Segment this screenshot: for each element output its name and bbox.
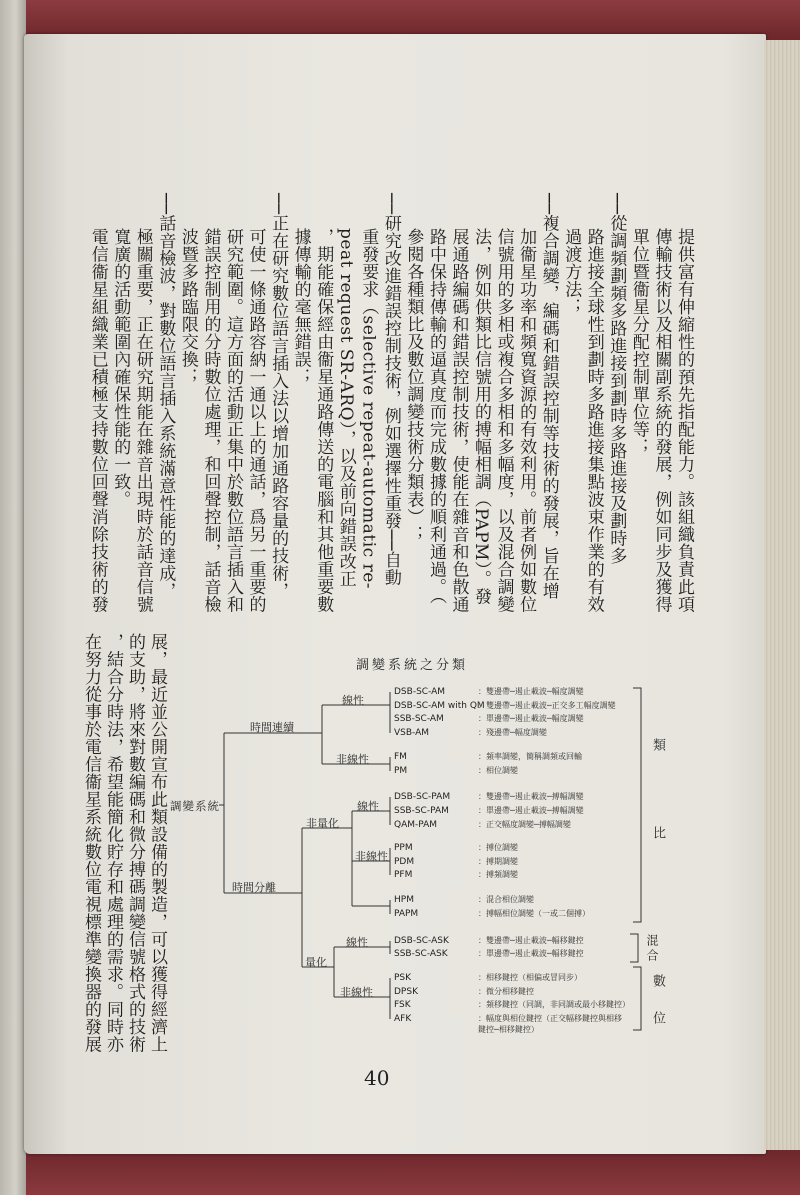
- modulation-description: ：殘邊帶─幅度調變: [478, 728, 547, 737]
- modulation-description: ：單邊帶─遏止載波─幅移鍵控: [478, 949, 584, 958]
- modulation-code: DPSK: [394, 987, 418, 997]
- modulation-description: ：搏幅相位調變（一或二個搏）: [478, 909, 590, 918]
- modulation-description: ：單邊帶─遏止載波─搏幅調變: [478, 806, 584, 815]
- continuous-time-label: 時間連續: [250, 721, 294, 734]
- text-column: ，結合分時法，希望能簡化貯存和處理的需求。同時亦: [103, 633, 123, 1053]
- text-column: 錯誤控制用的分時數位處理，和回聲控制，話音檢: [200, 228, 221, 613]
- text-column: 據傳輸的毫無錯誤；: [290, 228, 311, 386]
- modulation-description: ：頻率調變，簡稱調頻或回輸: [478, 752, 582, 761]
- text-column: 信號用的多相或複合多相和多幅度，以及混合調變: [493, 228, 514, 613]
- modulation-code: FM: [394, 752, 407, 762]
- modulation-code: PSK: [394, 973, 412, 983]
- modulation-code: DSB-SC-AM with QM: [394, 701, 485, 711]
- modulation-description: ：搏位調變: [478, 843, 518, 852]
- modulation-code: FSK: [394, 1000, 411, 1010]
- modulation-code: DSB-SC-ASK: [394, 936, 449, 946]
- modulation-description: ：相移鍵控（相偏或冒同步）: [478, 973, 582, 982]
- discrete-time-label: 時間分離: [232, 881, 276, 894]
- modulation-description: ：單邊帶─遏止載波─幅度調變: [478, 714, 584, 723]
- continuous-linear-label: 線性: [342, 694, 364, 707]
- digital-group-bracket: [633, 967, 641, 1030]
- modulation-description: ：搏頻調變: [478, 870, 518, 879]
- modulation-description: ：頻移鍵控（同調，非同調或最小移鍵控）: [478, 1000, 630, 1009]
- modulation-description: ：混合相位調變: [478, 895, 534, 904]
- quantized-nonlinear-label: 非線性: [340, 986, 373, 999]
- text-column: ，期能確保經由衞星通路傳送的電腦和其他重要數: [313, 228, 334, 613]
- modulation-code: SSB-SC-PAM: [394, 806, 449, 816]
- text-column: 展通路編碼和錯誤控制技術，使能在雜音和色散通: [448, 228, 469, 613]
- text-column: ──話音檢波，對數位語言插入系統滿意性能的達成，: [155, 193, 176, 600]
- text-column: 單位暨衞星分配控制單位等；: [628, 228, 649, 456]
- modulation-code: PFM: [394, 870, 413, 880]
- text-column: 參閱各種類比及數位調變技術分類表）；: [403, 228, 424, 543]
- text-column: peat request SR-ARQ），以及前向錯誤改正: [335, 228, 356, 588]
- modulation-code: PPM: [394, 843, 413, 853]
- hybrid-group-label: 混合: [645, 934, 659, 964]
- analog-group-label: 類比: [650, 738, 665, 914]
- text-column: 重發要求（selective repeat-automatic re-: [358, 228, 379, 590]
- continuous-nonlinear-label: 非線性: [336, 753, 369, 766]
- quantized-label: 量化: [305, 956, 327, 969]
- modulation-description: ：雙邊帶─遏止載波─幅度調變: [478, 687, 584, 696]
- modulation-code: SSB-SC-ASK: [394, 949, 448, 959]
- unquantized-nonlinear-label: 非線性: [355, 850, 388, 863]
- modulation-description: ：幅度與相位鍵控（正交幅移鍵控與相移鍵控─相移鍵控）: [478, 1014, 622, 1034]
- modulation-code: DSB-SC-PAM: [394, 792, 451, 802]
- modulation-description: ：正交幅度調變─搏幅調變: [478, 820, 571, 829]
- text-column: 研究範圍。這方面的活動正集中於數位語言插入和: [223, 228, 243, 613]
- modulation-code: PAPM: [394, 909, 419, 919]
- text-column: ──正在研究數位語言插入法以增加通路容量的技術，: [268, 193, 289, 600]
- text-column: 過渡方法；: [561, 228, 582, 316]
- tree-root-label: 調變系統: [170, 799, 220, 813]
- diagram-title: 調變系統之分類: [356, 658, 469, 673]
- text-column: 的支助，將來對數編碼和微分搏碼調變信號格式的技術: [125, 633, 145, 1053]
- modulation-code: SSB-SC-AM: [394, 714, 444, 724]
- text-column: 在努力從事於電信衞星系統數位電視標準變換器的發展: [81, 633, 101, 1053]
- text-column: 傳輸技術以及相關副系統的發展，例如同步及獲得: [651, 228, 672, 613]
- modulation-description: ：搏期調變: [478, 857, 518, 866]
- modulation-code: HPM: [394, 895, 414, 905]
- text-column: ──複合調變，編碼和錯誤控制等技術的發展，旨在增: [538, 193, 559, 600]
- text-column: 法，例如供類比信號用的搏幅相調（PAPM）。發: [471, 228, 492, 605]
- unquantized-label: 非量化: [306, 817, 339, 830]
- modulation-description: ：相位調變: [478, 766, 518, 775]
- analog-group-bracket: [633, 688, 641, 922]
- text-column: 極關重要，正在研究期能在雜音出現時於話音信號: [132, 228, 153, 613]
- modulation-code: VSB-AM: [394, 728, 430, 738]
- text-column: 加衞星功率和頻寬資源的有效利用。前者例如數位: [516, 228, 537, 613]
- page-number: 40: [364, 1066, 390, 1090]
- modulation-code: AFK: [394, 1014, 412, 1024]
- hybrid-group-bracket: [630, 934, 638, 962]
- modulation-description: ：雙邊帶─遏止載波─搏幅調變: [478, 792, 584, 801]
- text-column: ──研究改進錯誤控制技術，例如選擇性重發──自動: [380, 193, 401, 586]
- modulation-description: ：微分相移鍵控: [478, 987, 534, 996]
- text-column: 寬廣的活動範圍內確保性能的一致。: [110, 228, 131, 508]
- text-column: 路中保持傳輸的逼真度而完成數據的順利通過。（: [425, 228, 446, 605]
- modulation-code: PM: [394, 766, 408, 776]
- text-column: 展，最近並公開宣布此類設備的製造，可以獲得經濟上: [147, 633, 167, 1053]
- modulation-description: ：雙邊帶─遏止載波─正交多工幅度調變: [478, 701, 616, 710]
- text-column: ──從調頻劃頻多路進接到劃時多路進接及劃時多: [606, 193, 627, 565]
- text-column: 電信衞星組織業已積極支持數位回聲消除技術的發: [87, 228, 108, 613]
- unquantized-linear-label: 線性: [357, 800, 379, 813]
- modulation-code: DSB-SC-AM: [394, 687, 446, 697]
- text-column: 波暨多路臨限交換；: [177, 228, 198, 386]
- modulation-code: PDM: [394, 857, 415, 867]
- modulation-description: ：雙邊帶─遏止載波─幅移鍵控: [478, 936, 584, 945]
- quantized-linear-label: 線性: [346, 936, 368, 949]
- text-column: 可使一條通路容納一通以上的通話，爲另一重要的: [245, 228, 266, 613]
- modulation-code: QAM-PAM: [394, 820, 438, 830]
- text-column: 提供富有伸縮性的預先指配能力。該組織負責此項: [674, 228, 694, 613]
- digital-group-label: 數位: [650, 974, 665, 1048]
- text-column: 路進接全球性到劃時多路進接集點波束作業的有效: [583, 228, 604, 613]
